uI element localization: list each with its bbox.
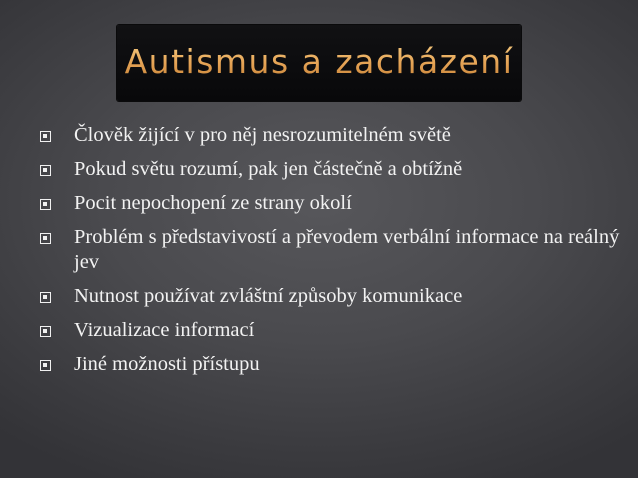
bullet-text: Problém s představivostí a převodem verbální informace na reálný jev [74, 226, 620, 273]
square-bullet-icon [40, 165, 51, 176]
bullet-item [40, 123, 620, 148]
bullet-text: Nutnost používat zvláštní způsoby komunikace [74, 284, 463, 307]
square-bullet-icon [40, 360, 51, 371]
square-bullet-icon [40, 292, 51, 303]
bullet-text: Pocit nepochopení ze strany okolí [74, 192, 352, 214]
bullet-list [40, 123, 620, 386]
bullet-item [40, 157, 620, 182]
square-bullet-icon [40, 131, 51, 142]
slide-title: Autismus a zacházení [124, 41, 514, 81]
square-bullet-icon [40, 326, 51, 337]
bullet-text: Člověk žijící v pro něj nesrozumitelném světě [74, 124, 451, 146]
title-bar [117, 25, 521, 101]
bullet-item [40, 191, 620, 216]
bullet-text: Vizualizace informací [74, 318, 255, 341]
bullet-item [40, 284, 620, 309]
bullet-item [40, 225, 620, 274]
bullet-item [40, 352, 620, 377]
bullet-text: Jiné možnosti přístupu [74, 352, 260, 375]
square-bullet-icon [40, 233, 51, 244]
bullet-text: Pokud světu rozumí, pak jen částečně a obtížně [74, 158, 463, 180]
bullet-item [40, 318, 620, 343]
square-bullet-icon [40, 199, 51, 210]
